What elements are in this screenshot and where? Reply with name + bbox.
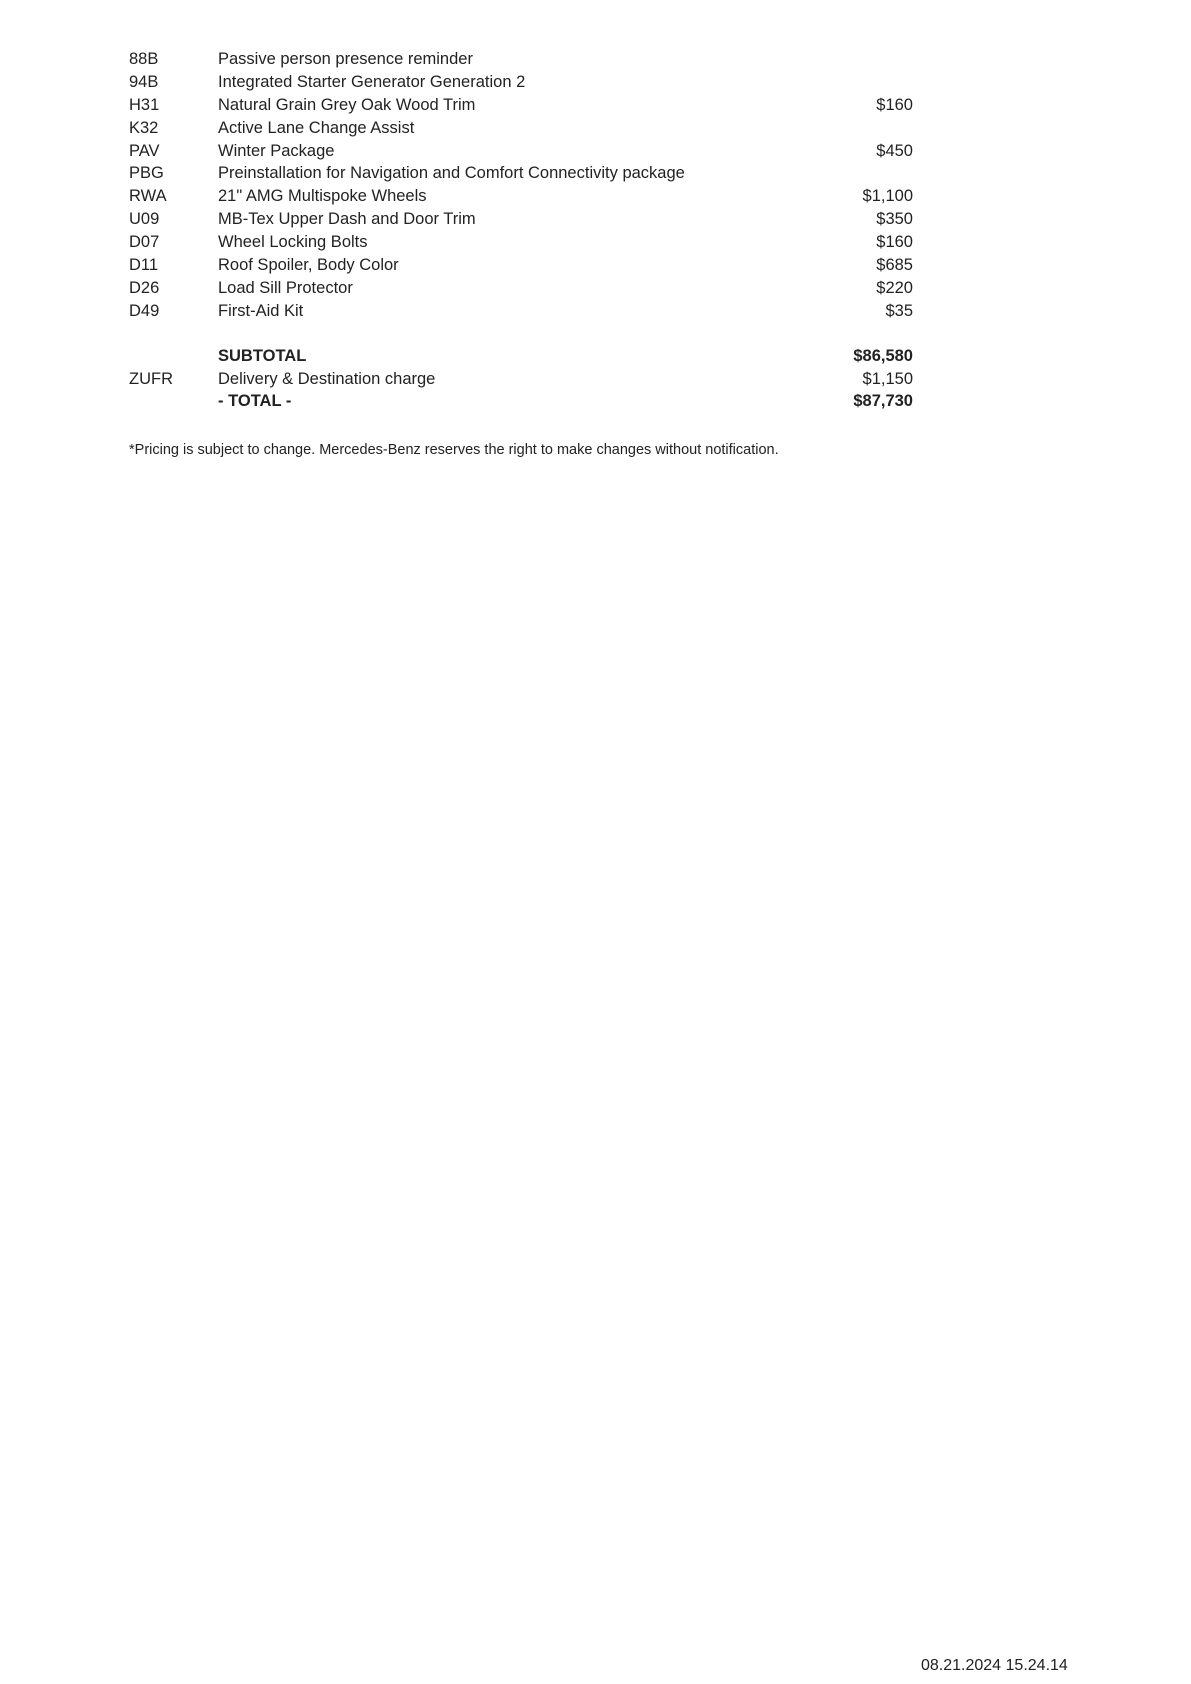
print-timestamp: 08.21.2024 15.24.14 bbox=[921, 1657, 1068, 1674]
option-price: $220 bbox=[876, 278, 913, 297]
option-description: Wheel Locking Bolts bbox=[218, 233, 368, 252]
option-row bbox=[129, 185, 913, 208]
option-code: D49 bbox=[129, 301, 160, 320]
option-row bbox=[129, 231, 913, 254]
option-description: Active Lane Change Assist bbox=[218, 118, 415, 137]
total-label: - TOTAL - bbox=[218, 392, 292, 411]
subtotal-row bbox=[129, 345, 913, 368]
option-code: RWA bbox=[129, 187, 167, 206]
option-description: Load Sill Protector bbox=[218, 278, 353, 297]
option-price: $35 bbox=[885, 301, 913, 320]
options-list bbox=[129, 48, 913, 413]
delivery-code: ZUFR bbox=[129, 369, 173, 388]
option-description: Passive person presence reminder bbox=[218, 50, 473, 68]
option-code: 94B bbox=[129, 72, 159, 91]
option-description: Preinstallation for Navigation and Comfort Connectivity package bbox=[218, 164, 685, 183]
option-description: Natural Grain Grey Oak Wood Trim bbox=[218, 95, 476, 114]
delivery-row bbox=[129, 368, 913, 391]
option-description: 21" AMG Multispoke Wheels bbox=[218, 187, 427, 206]
option-price: $350 bbox=[876, 210, 913, 229]
delivery-label: Delivery & Destination charge bbox=[218, 369, 436, 388]
option-row bbox=[129, 71, 913, 94]
option-code: D07 bbox=[129, 233, 160, 252]
subtotal-label: SUBTOTAL bbox=[218, 346, 307, 365]
subtotal-price: $86,580 bbox=[853, 346, 913, 365]
option-description: Roof Spoiler, Body Color bbox=[218, 256, 399, 275]
option-description: First-Aid Kit bbox=[218, 301, 304, 320]
option-code: PBG bbox=[129, 164, 164, 183]
option-description: Winter Package bbox=[218, 141, 335, 160]
option-price: $1,100 bbox=[862, 187, 913, 206]
option-row bbox=[129, 277, 913, 300]
option-row bbox=[129, 48, 913, 71]
option-row bbox=[129, 208, 913, 231]
option-code: PAV bbox=[129, 141, 160, 160]
total-row bbox=[129, 390, 913, 413]
option-price: $685 bbox=[876, 256, 913, 275]
spacer bbox=[129, 323, 913, 345]
option-row bbox=[129, 117, 913, 140]
option-code: 88B bbox=[129, 50, 159, 68]
option-description: MB-Tex Upper Dash and Door Trim bbox=[218, 210, 476, 229]
option-row bbox=[129, 162, 913, 185]
option-price: $160 bbox=[876, 233, 913, 252]
option-price: $160 bbox=[876, 95, 913, 114]
option-code: D11 bbox=[129, 256, 159, 275]
option-row bbox=[129, 254, 913, 277]
option-code: U09 bbox=[129, 210, 160, 229]
option-row bbox=[129, 94, 913, 117]
delivery-price: $1,150 bbox=[862, 369, 913, 388]
option-code: K32 bbox=[129, 118, 159, 137]
option-price: $450 bbox=[876, 141, 913, 160]
option-code: D26 bbox=[129, 278, 160, 297]
total-price: $87,730 bbox=[853, 392, 913, 411]
option-row bbox=[129, 300, 913, 323]
option-description: Integrated Starter Generator Generation 2 bbox=[218, 72, 526, 91]
pricing-footnote: *Pricing is subject to change. Mercedes-Benz reserves the right to make changes without notification. bbox=[129, 442, 779, 458]
option-code: H31 bbox=[129, 95, 160, 114]
option-row bbox=[129, 140, 913, 163]
